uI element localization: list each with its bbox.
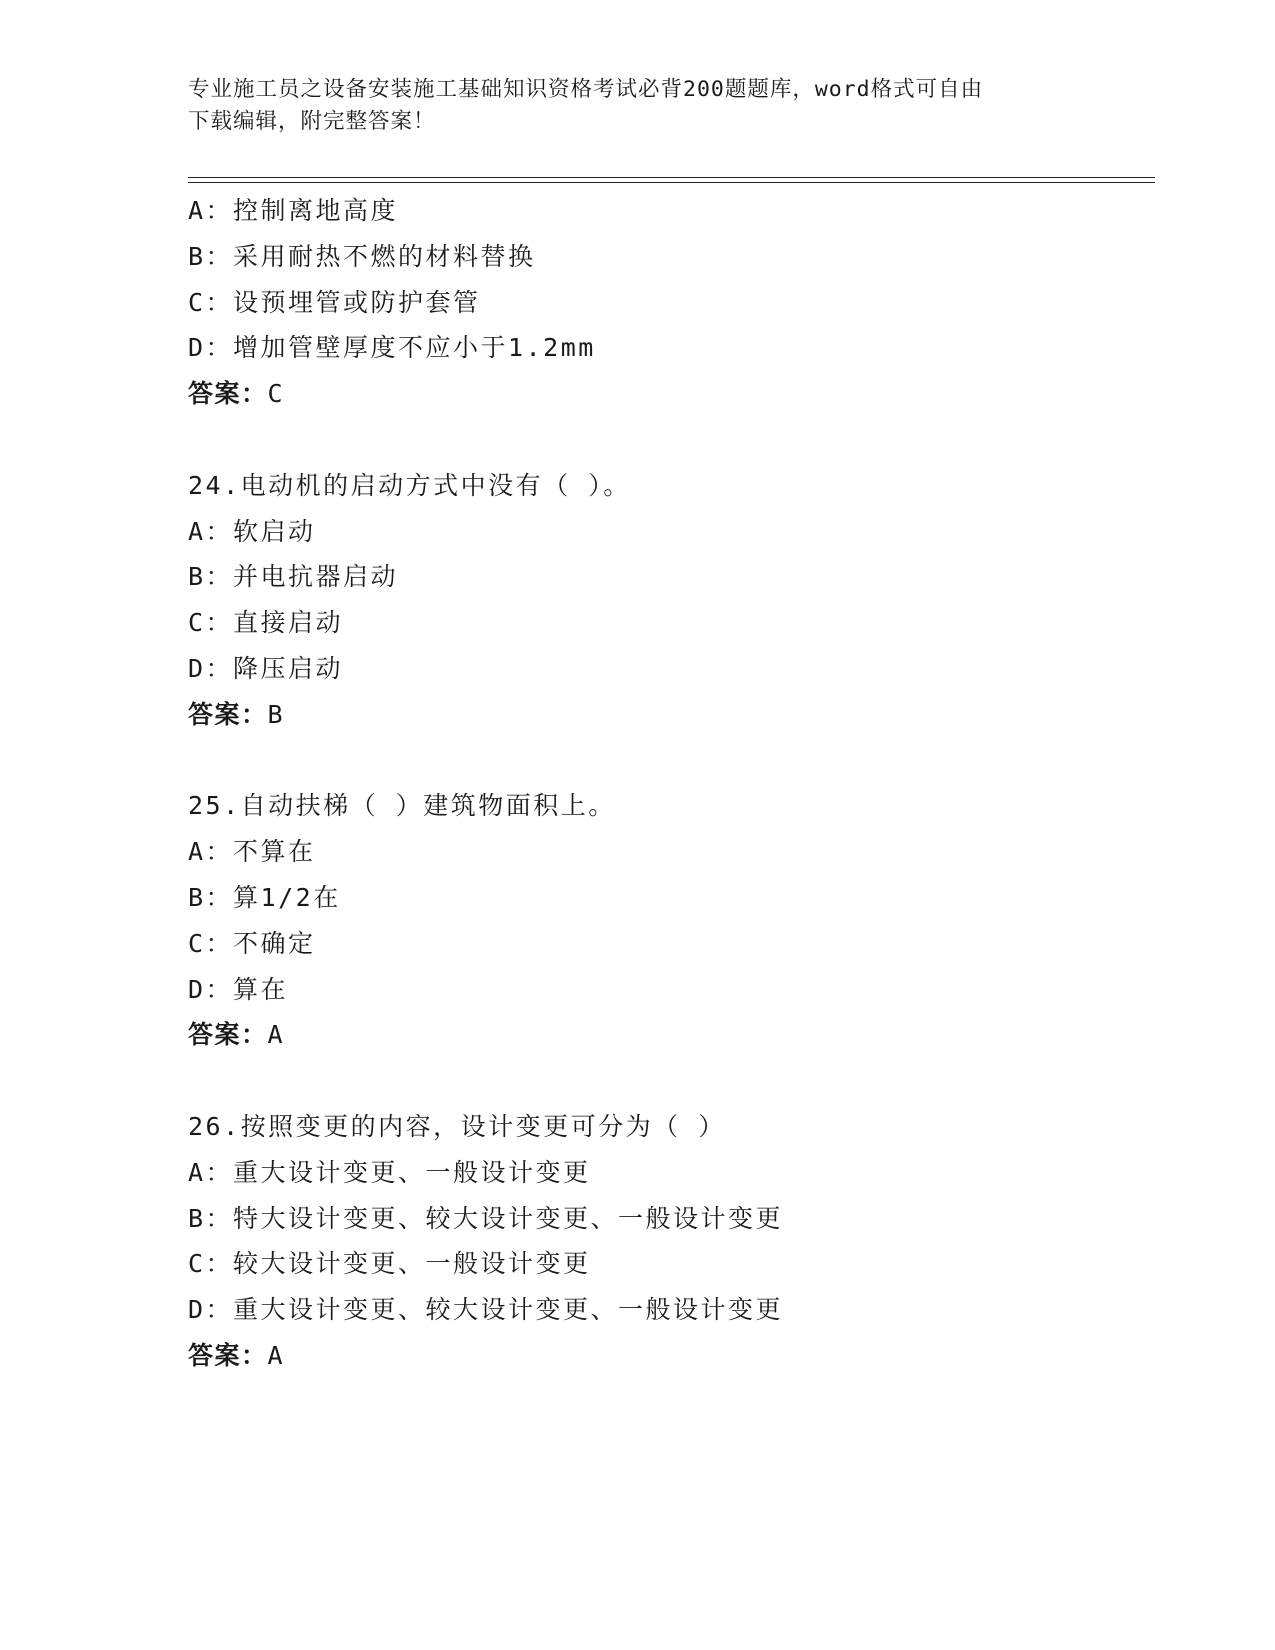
- option-b: B：特大设计变更、较大设计变更、一般设计变更: [188, 1203, 784, 1233]
- answer-label: 答案：: [188, 379, 268, 409]
- option-b: B：算1/2在: [188, 882, 341, 912]
- header-line-2: 下载编辑，附完整答案！: [188, 109, 436, 134]
- question-text: 24.电动机的启动方式中没有（ ）。: [188, 470, 631, 500]
- question-list: [188, 188, 1148, 1379]
- option-a: A：软启动: [188, 516, 316, 546]
- option-c: C：较大设计变更、一般设计变更: [188, 1249, 591, 1279]
- question-23: [188, 188, 1148, 417]
- question-text: 25.自动扶梯（ ）建筑物面积上。: [188, 791, 616, 821]
- option-b: B：并电抗器启动: [188, 562, 399, 592]
- option-c: C：设预埋管或防护套管: [188, 287, 481, 317]
- option-c: C：直接启动: [188, 608, 344, 638]
- header-divider-top: [188, 177, 1155, 178]
- answer-label: 答案：: [188, 1340, 268, 1370]
- question-25: [188, 783, 1148, 1058]
- answer-value: C: [267, 379, 285, 409]
- option-d: D：降压启动: [188, 653, 344, 683]
- header-line-1: 专业施工员之设备安装施工基础知识资格考试必背200题题库，word格式可自由: [188, 77, 984, 102]
- option-d: D：重大设计变更、较大设计变更、一般设计变更: [188, 1295, 784, 1325]
- option-d: D：增加管壁厚度不应小于1.2mm: [188, 333, 596, 363]
- option-c: C：不确定: [188, 928, 316, 958]
- option-a: A：控制离地高度: [188, 196, 399, 225]
- answer-value: A: [267, 1020, 285, 1050]
- answer-value: A: [267, 1340, 285, 1370]
- answer-label: 答案：: [188, 1020, 268, 1050]
- answer-line: [188, 371, 1148, 417]
- answer-label: 答案：: [188, 699, 268, 729]
- option-d: D：算在: [188, 974, 289, 1004]
- header-divider-bottom: [188, 182, 1155, 183]
- question-26: [188, 1104, 1148, 1379]
- answer-line: [188, 692, 1148, 738]
- option-a: A：重大设计变更、一般设计变更: [188, 1157, 591, 1187]
- answer-line: [188, 1012, 1148, 1058]
- answer-line: [188, 1333, 1148, 1379]
- document-header: [188, 74, 1088, 138]
- option-a: A：不算在: [188, 837, 316, 867]
- option-b: B：采用耐热不燃的材料替换: [188, 241, 536, 271]
- question-24: [188, 463, 1148, 738]
- question-text: 26.按照变更的内容，设计变更可分为（ ）: [188, 1111, 726, 1141]
- answer-value: B: [267, 699, 285, 729]
